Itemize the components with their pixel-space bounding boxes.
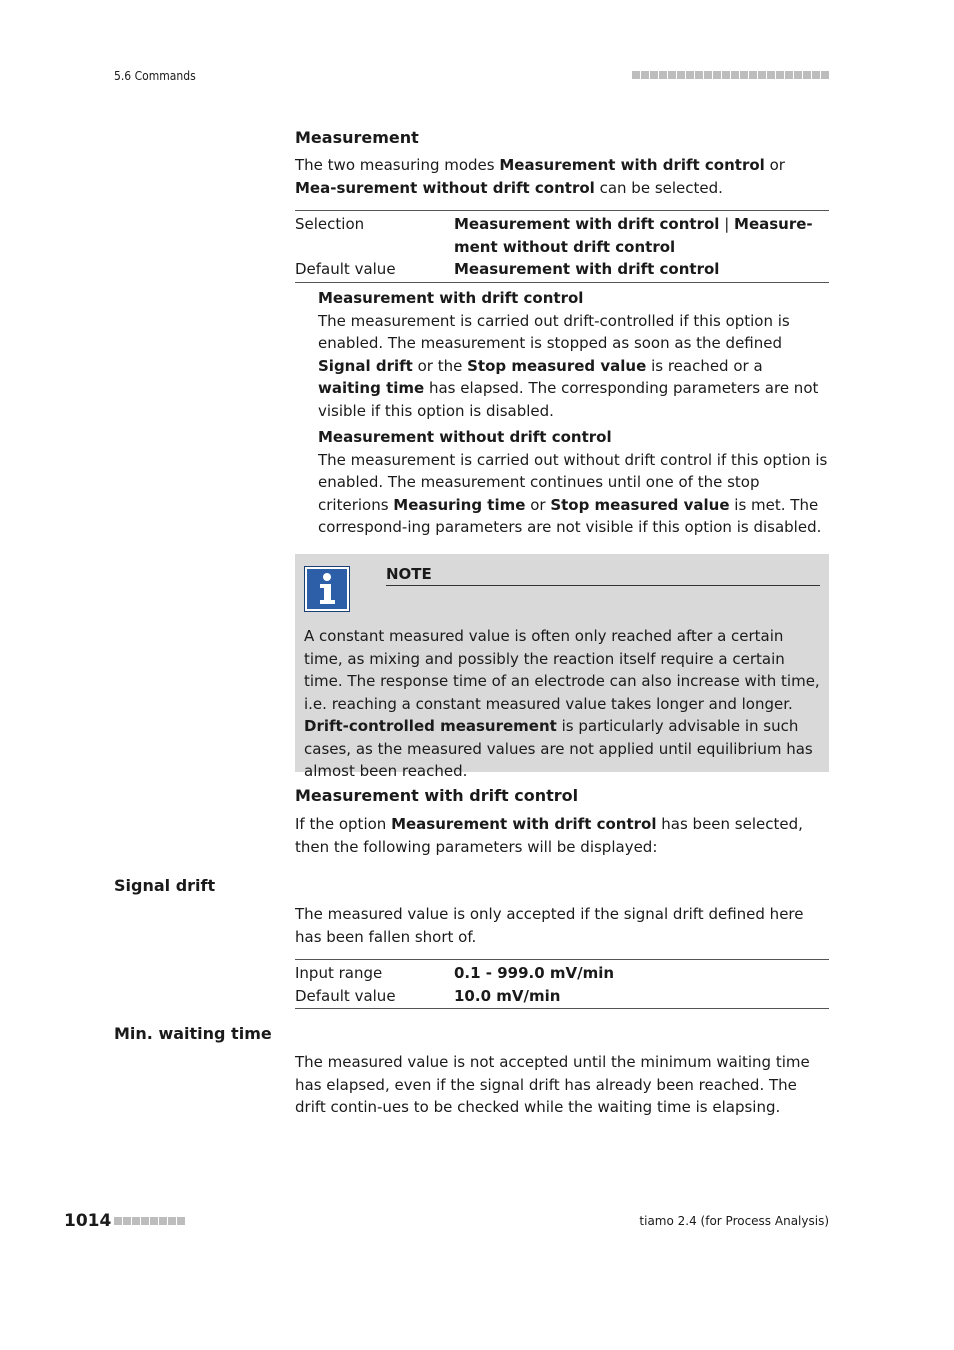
note-body: A constant measured value is often only reached after a certain time, as mixing and possibly the reaction itself require a certain time. The response time of an electrode can also increase with time, i.e. reaching a constant measured value takes longer and longer. Drift-controlled measurement is particularly advisable in such cases, as the measured values are not applied until equilibrium has almost been reached. xyxy=(304,627,820,780)
table-row xyxy=(295,962,829,985)
option-with-description: The measurement is carried out drift-controlled if this option is enabled. The measurement is stopped as soon as the defined Signal drift or the Stop measured value is reached or a waiting time has elapsed. The corresponding parameters are not visible if this option is disabled. xyxy=(318,311,819,420)
measurement-heading: Measurement xyxy=(295,128,419,147)
option-with-title: Measurement with drift control xyxy=(318,289,584,307)
default-value: Measurement with drift control xyxy=(454,260,720,278)
drift-control-section xyxy=(295,785,829,858)
option-without-description: The measurement is carried out without drift control if this option is enabled. The measurement continues until one of the stop criterions Measuring time or Stop measured value is met. The correspond-ing parameters are not visible if this option is disabled. xyxy=(318,450,828,536)
measurement-parameter-table xyxy=(295,210,829,283)
default-value: 10.0 mV/min xyxy=(454,986,561,1005)
table-row xyxy=(295,213,829,258)
option-without-drift-control xyxy=(318,426,829,539)
signal-drift-label: Signal drift xyxy=(114,876,216,895)
selection-values: Measurement with drift control | Measure-ment without drift control xyxy=(454,215,813,256)
option-without-title: Measurement without drift control xyxy=(318,428,612,446)
note-box xyxy=(295,554,829,780)
footer-decoration xyxy=(114,1217,185,1225)
page-number: 1014 xyxy=(64,1211,112,1231)
default-label: Default value xyxy=(295,260,396,278)
note-title: NOTE xyxy=(386,563,820,586)
drift-control-intro: If the option Measurement with drift control has been selected, then the following parameters will be displayed: xyxy=(295,815,803,856)
info-icon xyxy=(304,566,350,612)
signal-drift-description: The measured value is only accepted if the signal drift defined here has been fallen short of. xyxy=(295,905,804,946)
header-decoration xyxy=(619,71,829,79)
signal-drift-table xyxy=(295,959,829,1009)
input-range-value: 0.1 - 999.0 mV/min xyxy=(454,964,615,982)
measurement-section xyxy=(295,127,829,199)
drift-control-heading: Measurement with drift control xyxy=(295,786,579,805)
default-label: Default value xyxy=(295,986,396,1005)
option-with-drift-control xyxy=(318,287,829,422)
section-header: 5.6 Commands xyxy=(114,69,196,83)
selection-label: Selection xyxy=(295,215,365,233)
input-range-label: Input range xyxy=(295,964,383,982)
measurement-intro: The two measuring modes Measurement with drift control or Mea-surement without drift control can be selected. xyxy=(295,156,785,197)
table-row xyxy=(295,258,829,281)
product-name: tiamo 2.4 (for Process Analysis) xyxy=(639,1214,829,1228)
table-row xyxy=(295,985,829,1008)
min-waiting-time-description: The measured value is not accepted until the minimum waiting time has elapsed, even if the signal drift has already been reached. The drift contin-ues to be checked while the waiting time is elapsing. xyxy=(295,1053,810,1116)
min-waiting-time-label: Min. waiting time xyxy=(114,1024,272,1043)
